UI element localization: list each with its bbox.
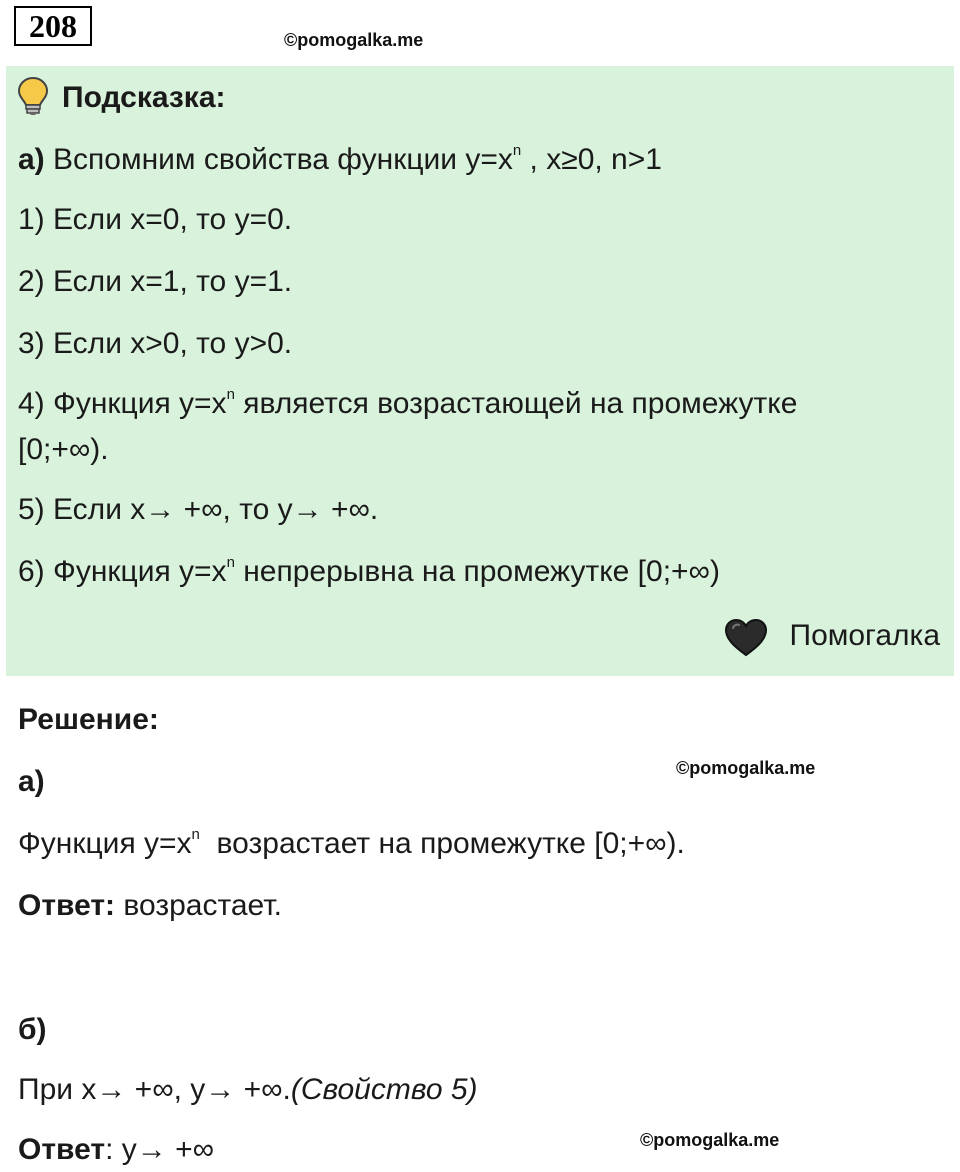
part-a-answer-text: возрастает. — [115, 889, 282, 922]
brand-label: Помогалка — [789, 619, 940, 652]
hint-property-5: 5) Если x→ +∞, то y→ +∞. — [18, 493, 379, 526]
hint-property-4-rest: является возрастающей на промежутке — [234, 387, 798, 420]
solution-title: Решение: — [18, 703, 159, 736]
part-a-text — [18, 826, 685, 862]
part-a-text-rest: возрастает на промежутке [0;+∞). — [199, 827, 685, 860]
part-b-answer-text: : y→ +∞ — [105, 1133, 214, 1166]
hint-intro-label: а) — [18, 143, 45, 176]
part-b-text-ref: (Свойство 5) — [290, 1073, 478, 1106]
hint-intro-cond: , x≥0, n>1 — [521, 143, 662, 176]
hint-panel — [6, 66, 954, 676]
part-a-text-start: Функция y=x — [18, 827, 192, 860]
hint-property-4-text: 4) Функция y=x — [18, 387, 227, 420]
lightbulb-icon — [16, 76, 50, 116]
hint-title: Подсказка: — [62, 81, 226, 114]
part-b-text-main: При x→ +∞, y→ +∞. — [18, 1073, 291, 1106]
hint-property-3: 3) Если x>0, то y>0. — [18, 327, 293, 360]
task-number: 208 — [14, 6, 92, 46]
part-a-answer-label: Ответ: — [18, 889, 116, 922]
part-a-answer — [18, 888, 282, 924]
hint-property-4 — [18, 386, 797, 422]
part-a-sup: n — [191, 826, 200, 843]
heart-icon — [724, 619, 768, 657]
hint-intro-text: Вспомним свойства функции y=x — [44, 143, 513, 176]
hint-property-2: 2) Если x=1, то y=1. — [18, 265, 293, 298]
hint-property-4-sup: n — [226, 386, 235, 403]
part-b-text — [18, 1072, 478, 1108]
watermark-middle: ©pomogalka.me — [676, 758, 816, 778]
hint-property-6-rest: непрерывна на промежутке [0;+∞) — [234, 555, 720, 588]
hint-property-4-cont: [0;+∞). — [18, 433, 109, 466]
part-b-answer — [18, 1132, 214, 1168]
hint-property-6-text: 6) Функция y=x — [18, 555, 227, 588]
hint-intro — [18, 142, 662, 178]
watermark-top: ©pomogalka.me — [284, 30, 424, 50]
hint-intro-sup: n — [512, 142, 522, 159]
part-b-answer-label: Ответ — [18, 1133, 106, 1166]
watermark-bottom: ©pomogalka.me — [640, 1130, 780, 1150]
hint-property-1: 1) Если x=0, то y=0. — [18, 203, 293, 236]
hint-property-6-sup: n — [226, 554, 235, 571]
hint-property-6 — [18, 554, 720, 590]
part-b-label: б) — [18, 1013, 47, 1046]
part-a-label: а) — [18, 765, 45, 798]
